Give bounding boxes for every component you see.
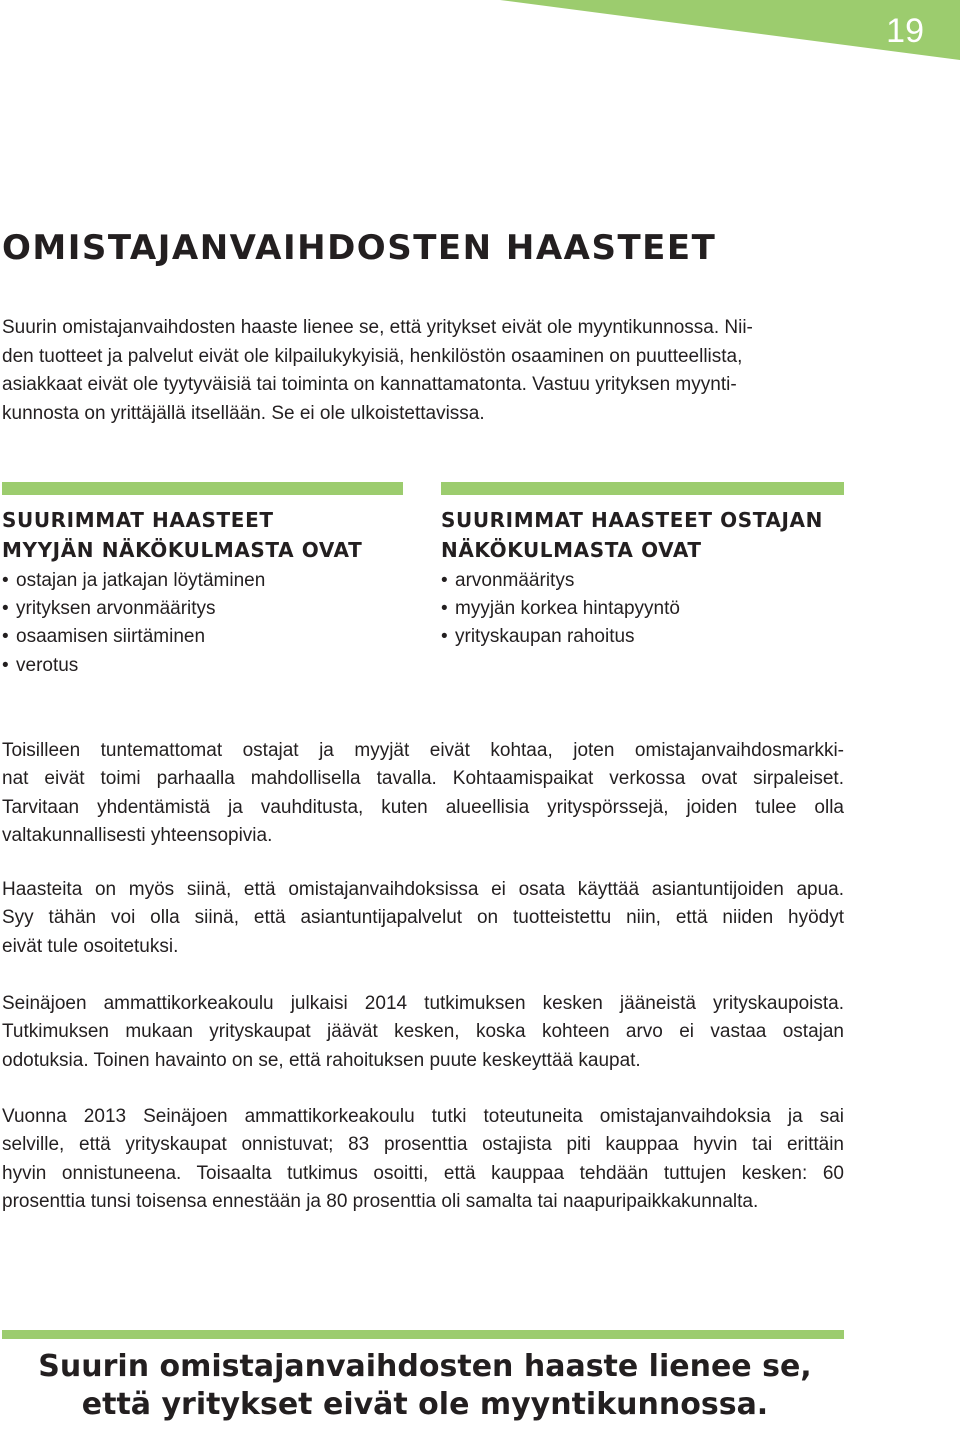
paragraph-line: Tutkimuksen mukaan yrityskaupat jäävät kesken, koska kohteen arvo ei vastaa ostajan: [2, 1021, 844, 1043]
list-item: [441, 567, 680, 595]
list-item: [2, 652, 265, 680]
paragraph-line: Tarvitaan yhdentämistä ja vauhditusta, kuten alueellisia yrityspörssejä, joiden tulee olla: [2, 796, 844, 818]
list-item: [2, 623, 265, 651]
body-paragraph-4: [2, 1103, 844, 1216]
body-paragraph-3: [2, 990, 844, 1075]
bullet-icon: •: [2, 654, 9, 676]
intro-line: den tuotteet ja palvelut eivät ole kilpailukykyisiä, henkilöstön osaaminen on puutteellista,: [2, 345, 743, 367]
paragraph-line: eivät tule osoitetuksi.: [2, 935, 179, 957]
bullet-icon: •: [2, 570, 9, 591]
seller-heading-line: SUURIMMAT HAASTEET: [2, 508, 274, 532]
paragraph-line: Syy tähän voi olla siinä, että asiantuntijapalvelut on tuotteistettu niin, että niiden hyödyt: [2, 907, 844, 929]
list-item-text: myyjän korkea hintapyyntö: [455, 598, 680, 620]
buyer-box-divider: [441, 482, 844, 495]
paragraph-line: prosenttia tunsi toisensa ennestään ja 80 prosenttia oli samalta tai naapuripaikkakunnalta.: [2, 1190, 759, 1212]
bullet-icon: •: [2, 598, 9, 620]
body-paragraph-2: [2, 876, 844, 961]
bullet-icon: •: [441, 626, 448, 648]
paragraph-line: Vuonna 2013 Seinäjoen ammattikorkeakoulu tutki toteutuneita omistajanvaihdoksia ja sai: [2, 1106, 844, 1127]
quote-divider: [2, 1330, 844, 1339]
intro-paragraph: [2, 314, 844, 428]
list-item-text: osaamisen siirtäminen: [16, 626, 206, 648]
seller-box-divider: [2, 482, 403, 495]
list-item-text: arvonmääritys: [455, 570, 575, 591]
paragraph-line: Toisilleen tuntemattomat ostajat ja myyjät eivät kohtaa, joten omistajanvaihdosmarkki-: [2, 740, 844, 761]
body-paragraph-1: [2, 737, 844, 850]
paragraph-line: selville, että yrityskaupat onnistuvat; 83 prosenttia ostajista piti kauppaa hyvin tai erittäin: [2, 1134, 844, 1156]
paragraph-line: valtakunnallisesti yhteensopivia.: [2, 824, 273, 846]
paragraph-line: odotuksia. Toinen havainto on se, että rahoituksen puute keskeyttää kaupat.: [2, 1049, 641, 1071]
intro-line: Suurin omistajanvaihdosten haaste lienee se, että yritykset eivät ole myyntikunnossa. Nii-: [2, 317, 753, 338]
buyer-box-heading: [441, 505, 823, 565]
list-item: [441, 595, 680, 623]
intro-line: kunnosta on yrittäjällä itsellään. Se ei ole ulkoistettavissa.: [2, 402, 485, 424]
paragraph-line: Haasteita on myös siinä, että omistajanvaihdoksissa ei osata käyttää asiantuntijoiden apua.: [2, 879, 844, 900]
list-item: [2, 595, 265, 623]
pull-quote: [0, 1348, 850, 1424]
bullet-icon: •: [2, 626, 9, 648]
list-item-text: verotus: [16, 654, 79, 676]
seller-box-heading: [2, 505, 362, 565]
paragraph-line: nat eivät toimi parhaalla mahdollisella tavalla. Kohtaamispaikat verkossa ovat sirpaleiset.: [2, 768, 844, 790]
buyer-heading-line: SUURIMMAT HAASTEET OSTAJAN: [441, 508, 823, 532]
buyer-challenges-list: [441, 567, 680, 652]
page-number: 19: [886, 12, 924, 50]
list-item-text: yrityskaupan rahoitus: [455, 626, 635, 648]
list-item: [441, 623, 680, 651]
list-item-text: yrityksen arvonmääritys: [16, 598, 216, 620]
bullet-icon: •: [441, 570, 448, 591]
intro-line: asiakkaat eivät ole tyytyväisiä tai toiminta on kannattamatonta. Vastuu yrityksen myynti-: [2, 374, 737, 395]
bullet-icon: •: [441, 598, 448, 620]
seller-challenges-list: [2, 567, 265, 680]
seller-heading-line: MYYJÄN NÄKÖKULMASTA OVAT: [2, 538, 363, 562]
paragraph-line: hyvin onnistuneena. Toisaalta tutkimus osoitti, että kauppaa tehdään tuttujen kesken: 60: [2, 1162, 844, 1184]
page-title: OMISTAJANVAIHDOSTEN HAASTEET: [2, 228, 717, 268]
paragraph-line: Seinäjoen ammattikorkeakoulu julkaisi 2014 tutkimuksen kesken jääneistä yrityskaupoista.: [2, 993, 844, 1014]
list-item: [2, 567, 265, 595]
quote-line: että yritykset eivät ole myyntikunnossa.: [81, 1387, 769, 1422]
buyer-heading-line: NÄKÖKULMASTA OVAT: [441, 538, 702, 562]
list-item-text: ostajan ja jatkajan löytäminen: [16, 570, 266, 591]
quote-line: Suurin omistajanvaihdosten haaste lienee se,: [38, 1349, 812, 1384]
